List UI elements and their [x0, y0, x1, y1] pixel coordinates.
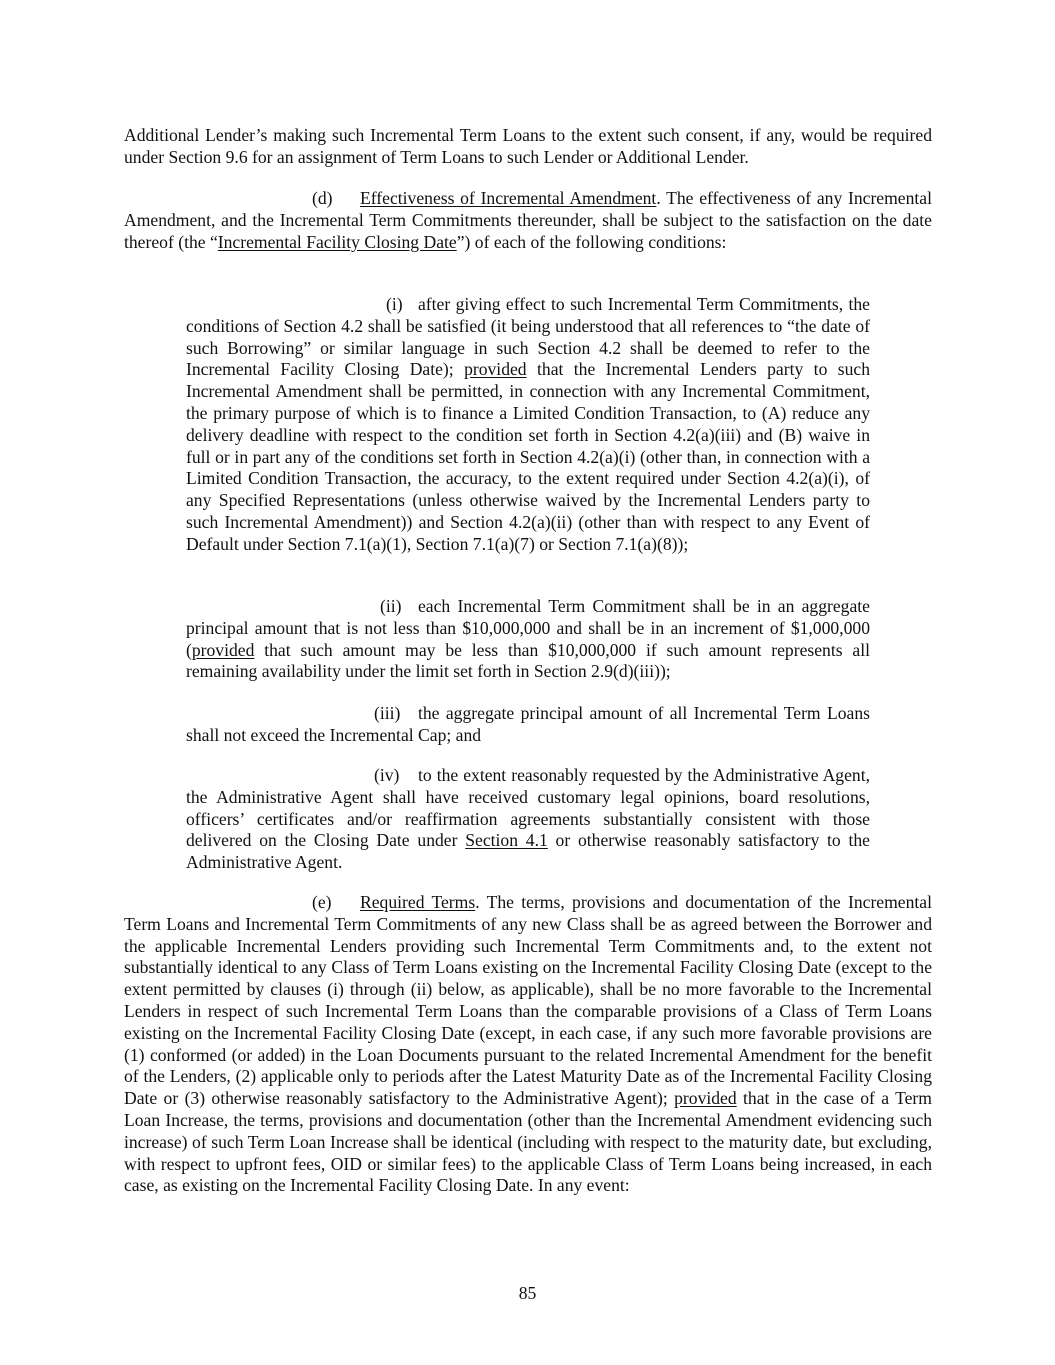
clause-ii-body-1: each Incremental Term Commitment shall be in an aggregate principal amount that is not less than $10,000,000 and shall be in an increment of $1,000,000 (: [186, 596, 870, 660]
section-d-label: (d): [312, 188, 333, 208]
clause-iv-body-1: to the extent reasonably requested by the Administrative Agent, the Administrative Agent shall have received customary legal opinions, board resolutions, officers’ certificates and/or reaffirmation agreements substantially consistent with those delivered on the Closing Date under: [186, 765, 870, 851]
section-4-1-reference: Section 4.1: [465, 830, 548, 851]
clause-i-label: (i): [386, 294, 403, 314]
clause-iv-body-2: or otherwise reasonably satisfactory to the Administrative Agent.: [186, 830, 870, 873]
page-number: 85: [518, 1283, 537, 1303]
clause-i-text: [186, 294, 870, 556]
section-e-text: [124, 892, 932, 1197]
section-e: [124, 892, 932, 1197]
clause-iii: [186, 703, 870, 747]
section-d-heading: Effectiveness of Incremental Amendment: [360, 188, 657, 208]
clause-ii: [186, 596, 870, 683]
clause-iv-label: (iv): [374, 765, 400, 785]
clause-iv: [186, 765, 870, 874]
clause-iii-body: the aggregate principal amount of all Incremental Term Loans shall not exceed the Incremental Cap; and: [186, 703, 870, 745]
clause-ii-text: [186, 596, 870, 683]
section-d: [124, 188, 932, 253]
clause-ii-label: (ii): [380, 596, 402, 616]
clause-iii-text: [186, 703, 870, 747]
clause-ii-body-2: that such amount may be less than $10,000,000 if such amount represents all remaining availability under the limit set forth in Section 2.9(d)(iii));: [186, 639, 870, 682]
paragraph-continuation: [124, 125, 932, 169]
provided-term: provided: [191, 639, 255, 660]
section-e-body-1: . The terms, provisions and documentation of the Incremental Term Loans and Incremental Term Commitments of any new Class shall be as agreed between the Borrower and the applicable Incremental Lenders providing such Incremental Term Commitments and, to the extent not substantially identical to any Class of Term Loans existing on the Incremental Facility Closing Date (except to the extent permitted by clauses (i) through (ii) below, as applicable), shall be no more favorable to the Incremental Lenders in respect of such Incremental Term Loans than the comparable provisions of a Class of Term Loans existing on the Incremental Facility Closing Date (except, in each case, if any such more favorable provisions are (1) conformed (or added) in the Loan Documents pursuant to the related Incremental Amendment for the benefit of the Lenders, (2) applicable only to periods after the Latest Maturity Date as of the Incremental Facility Closing Date or (3) otherwise reasonably satisfactory to the Administrative Agent);: [124, 892, 932, 1109]
provided-term: provided: [674, 1088, 737, 1109]
section-e-heading: Required Terms: [360, 892, 476, 912]
clause-i: [186, 294, 870, 556]
defined-term-closing-date: Incremental Facility Closing Date: [217, 231, 457, 252]
provided-term: provided: [464, 359, 527, 380]
clause-iv-text: [186, 765, 870, 874]
continuation-text: Additional Lender’s making such Incremental Term Loans to the extent such consent, if any, would be required under Section 9.6 for an assignment of Term Loans to such Lender or Additional Lender.: [124, 125, 932, 167]
section-e-label: (e): [312, 892, 332, 912]
section-d-body-2: ”) of each of the following conditions:: [456, 231, 727, 252]
clause-iii-label: (iii): [374, 703, 401, 723]
clause-i-body-2: that the Incremental Lenders party to such Incremental Amendment shall be permitted, in connection with any Incremental Commitment, the primary purpose of which is to finance a Limited Condition Transaction, to (A) reduce any delivery deadline with respect to the condition set forth in Section 4.2(a)(iii) and (B) waive in full or in part any of the conditions set forth in Section 4.2(a)(i) (other than, in connection with a Limited Condition Transaction, the accuracy, to the extent required under Section 4.2(a)(i), of any Specified Representations (unless otherwise waived by the Incremental Lenders party to such Incremental Amendment)) and Section 4.2(a)(ii) (other than with respect to any Event of Default under Section 7.1(a)(1), Section 7.1(a)(7) or Section 7.1(a)(8));: [186, 359, 871, 554]
clause-i-body-1: after giving effect to such Incremental Term Commitments, the conditions of Section 4.2 shall be satisfied (it being understood that all references to “the date of such Borrowing” or similar language in such Section 4.2 shall be deemed to refer to the Incremental Facility Closing Date);: [186, 294, 870, 380]
section-d-body-1: . The effectiveness of any Incremental Amendment, and the Incremental Term Commitments thereunder, shall be subject to the satisfaction on the date thereof (the “: [124, 188, 932, 252]
section-d-text: [124, 188, 932, 253]
section-e-body-2: that in the case of a Term Loan Increase, the terms, provisions and documentation (other than the Incremental Amendment evidencing such increase) of such Term Loan Increase shall be identical (including with respect to the maturity date, but excluding, with respect to upfront fees, OID or similar fees) to the applicable Class of Term Loans being increased, in each case, as existing on the Incremental Facility Closing Date. In any event:: [124, 1088, 932, 1196]
